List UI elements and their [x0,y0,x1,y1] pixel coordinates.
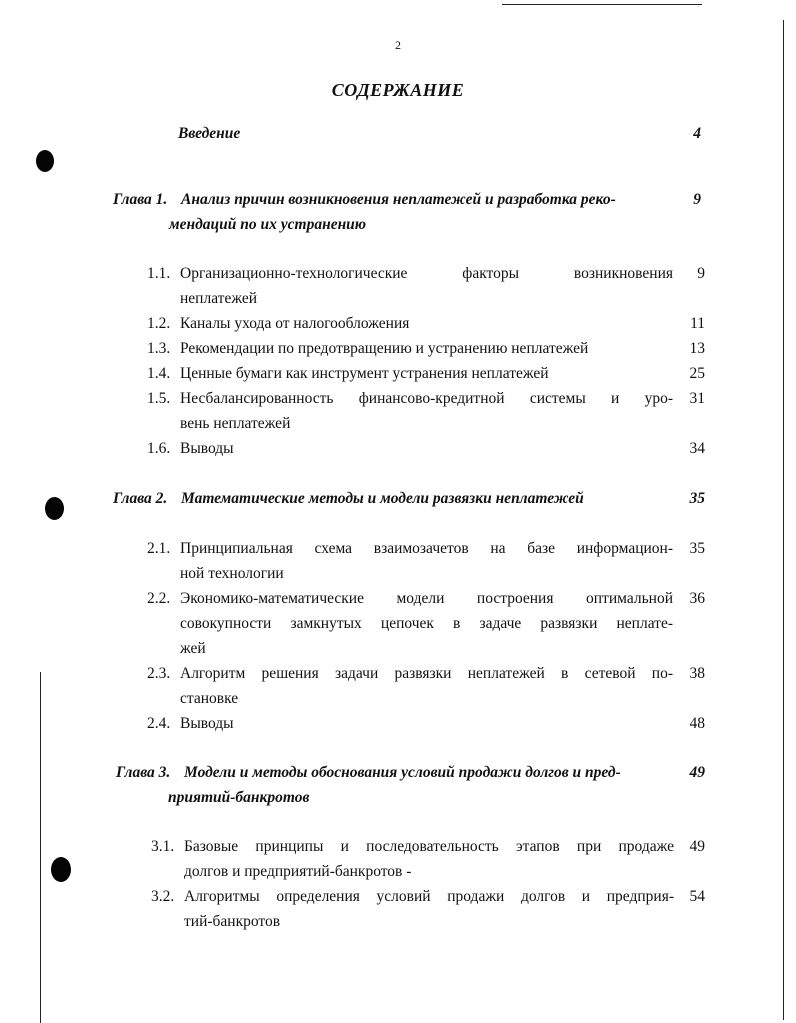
entry-line: Выводы [180,715,234,732]
entry-page: 48 [689,715,705,732]
entry-page: 31 [689,390,705,407]
entry-page: 35 [689,490,705,507]
entry-text: Введение [178,125,241,142]
toc-entry-intro [178,121,708,146]
entry-line: Анализ причин возникновения неплатежей и разработка реко- [181,191,616,208]
entry-line: Базовые принципы и последовательность этапов при продаже [184,838,674,855]
scan-top-border [502,4,702,5]
entry-line: Алгоритмы определения условий продажи долгов и предприя- [184,888,674,905]
section-number: 3.1. [151,838,175,855]
entry-line: Принципиальная схема взаимозачетов на базе информацион- [180,540,673,557]
toc-entry-1-2 [147,311,708,336]
toc-entry-3-2 [151,884,708,934]
section-number: 2.3. [147,665,171,682]
entry-page: 49 [689,764,705,781]
entry-line: Каналы ухода от налогообложения [180,315,410,332]
entry-line: совокупности замкнутых цепочек в задаче развязки неплате- [180,615,673,632]
entry-line: жей [180,640,206,657]
toc-entry-1-5 [147,386,708,436]
entry-line: Ценные бумаги как инструмент устранения неплатежей [180,365,549,382]
section-number: 1.1. [147,265,171,282]
toc-entry-2-4 [147,711,708,736]
entry-page: 34 [689,440,705,457]
entry-line: приятий-банкротов [168,789,310,806]
entry-line: долгов и предприятий-банкротов - [184,863,412,880]
entry-page: 25 [689,365,705,382]
toc-entry-1-1 [147,261,708,311]
section-number: 1.4. [147,365,171,382]
scan-right-border [783,20,784,1020]
entry-line: Экономико-математические модели построения оптимальной [180,590,673,607]
section-number: 3.2. [151,888,175,905]
entry-page: 36 [689,590,705,607]
entry-page: 9 [693,191,701,208]
toc-entry-chapter-2 [113,486,708,511]
toc-entry-1-3 [147,336,708,361]
entry-page: 11 [690,315,705,332]
chapter-label: Глава 3. [116,764,171,781]
entry-page: 54 [689,888,705,905]
punch-hole-1 [36,150,54,172]
entry-line: мендаций по их устранению [169,216,367,233]
entry-line: Математические методы и модели развязки неплатежей [181,490,584,507]
toc-title: СОДЕРЖАНИЕ [331,80,465,100]
punch-hole-3 [51,857,71,882]
toc-entry-1-4 [147,361,708,386]
punch-hole-2 [45,497,64,520]
toc-entry-1-6 [147,436,708,461]
entry-page: 4 [693,125,701,142]
toc-entry-2-3 [147,661,708,711]
toc-entry-chapter-1 [113,187,708,237]
entry-line: Организационно-технологические факторы возникновения [180,265,673,282]
section-number: 1.6. [147,440,171,457]
entry-line: становке [180,690,239,707]
entry-line: Алгоритм решения задачи развязки неплатежей в сетевой по- [180,665,673,682]
toc-entry-3-1 [151,834,708,884]
scan-left-margin-line [40,672,41,1023]
entry-line: вень неплатежей [180,415,291,432]
section-number: 2.1. [147,540,171,557]
entry-line: ной технологии [180,565,284,582]
entry-line: Рекомендации по предотвращению и устранению неплатежей [180,340,589,357]
section-number: 1.3. [147,340,171,357]
entry-page: 9 [697,265,705,282]
entry-page: 49 [689,838,705,855]
section-number: 2.2. [147,590,171,607]
toc-entry-2-2 [147,586,708,661]
chapter-label: Глава 1. [113,191,168,208]
section-number: 2.4. [147,715,171,732]
entry-page: 38 [689,665,705,682]
chapter-label: Глава 2. [113,490,168,507]
section-number: 1.2. [147,315,171,332]
entry-line: Выводы [180,440,234,457]
entry-line: тий-банкротов [184,913,281,930]
toc-entry-chapter-3 [116,760,708,810]
entry-line: неплатежей [180,290,258,307]
entry-page: 13 [689,340,705,357]
section-number: 1.5. [147,390,171,407]
entry-line: Несбалансированность финансово-кредитной системы и уро- [180,390,673,407]
toc-entry-2-1 [147,536,708,586]
entry-line: Модели и методы обоснования условий продажи долгов и пред- [184,764,621,781]
entry-page: 35 [689,540,705,557]
page-number: 2 [395,38,401,52]
